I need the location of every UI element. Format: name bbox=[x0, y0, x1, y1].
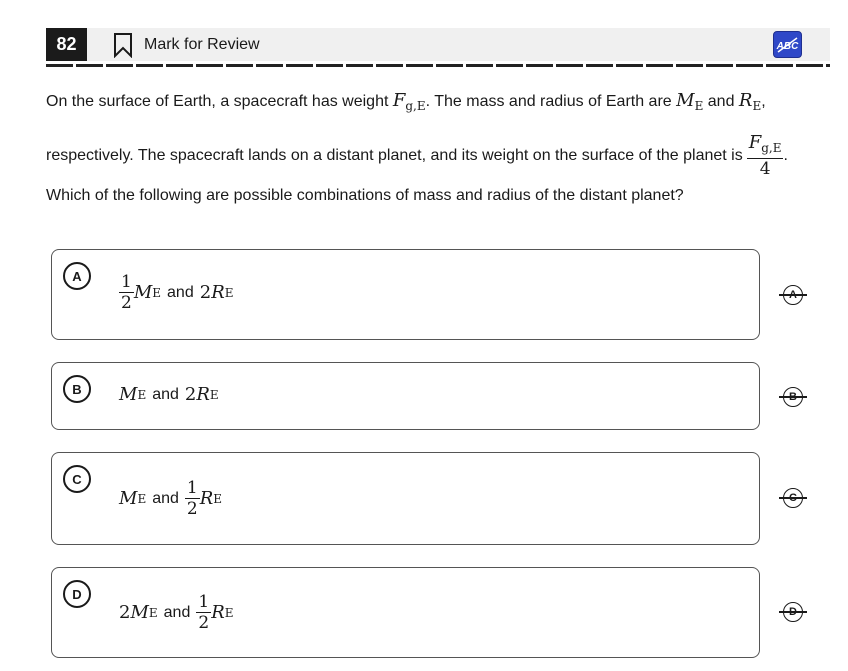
abc-strike-icon bbox=[775, 35, 800, 55]
strike-choice-c-button[interactable] bbox=[779, 484, 807, 512]
abc-eliminator-button[interactable] bbox=[773, 31, 802, 58]
question-line-3: Which of the following are possible combinations of mass and radius of the distant planet? bbox=[46, 187, 684, 204]
choice-a-content: $\frac{1}{2}$ M E and 2 R E bbox=[121, 272, 234, 313]
choice-letter-c: C bbox=[63, 465, 91, 493]
question-header bbox=[46, 28, 830, 61]
header-divider bbox=[46, 64, 830, 67]
choice-c-content: M E and $\frac{1}{2}$ R E bbox=[119, 478, 223, 519]
choice-letter-b: B bbox=[63, 375, 91, 403]
choice-d[interactable] bbox=[51, 567, 760, 658]
choice-c[interactable] bbox=[51, 452, 760, 545]
question-line-1: On the surface of Earth, a spacecraft has weight $F_{g,E}$. The mass and radius of Earth are $M_E$ and $R_E$, bbox=[46, 90, 766, 113]
mark-for-review-button[interactable] bbox=[112, 32, 260, 58]
strike-choice-a-button[interactable] bbox=[779, 281, 807, 309]
strike-choice-b-button[interactable] bbox=[779, 383, 807, 411]
choice-letter-d: D bbox=[63, 580, 91, 608]
choice-letter-a: A bbox=[63, 262, 91, 290]
mark-for-review-label: Mark for Review bbox=[144, 36, 260, 53]
weight-fraction: $\frac{F_{g,E}}{4}$ bbox=[748, 132, 782, 179]
choice-b-content: M E and 2 R E bbox=[119, 384, 219, 405]
svg-text:ABC: ABC bbox=[776, 40, 799, 52]
question-number: 82 bbox=[46, 28, 87, 61]
choice-b[interactable] bbox=[51, 362, 760, 430]
question-line-2: respectively. The spacecraft lands on a distant planet, and its weight on the surface of the planet is $\frac{F_{g,E}}{4}$ . bbox=[46, 132, 788, 179]
bookmark-icon bbox=[112, 32, 134, 58]
choice-d-content: 2 M E and $\frac{1}{2}$ R E bbox=[119, 592, 234, 633]
strike-choice-d-button[interactable] bbox=[779, 598, 807, 626]
choice-a[interactable] bbox=[51, 249, 760, 340]
math-F: F bbox=[392, 90, 406, 111]
